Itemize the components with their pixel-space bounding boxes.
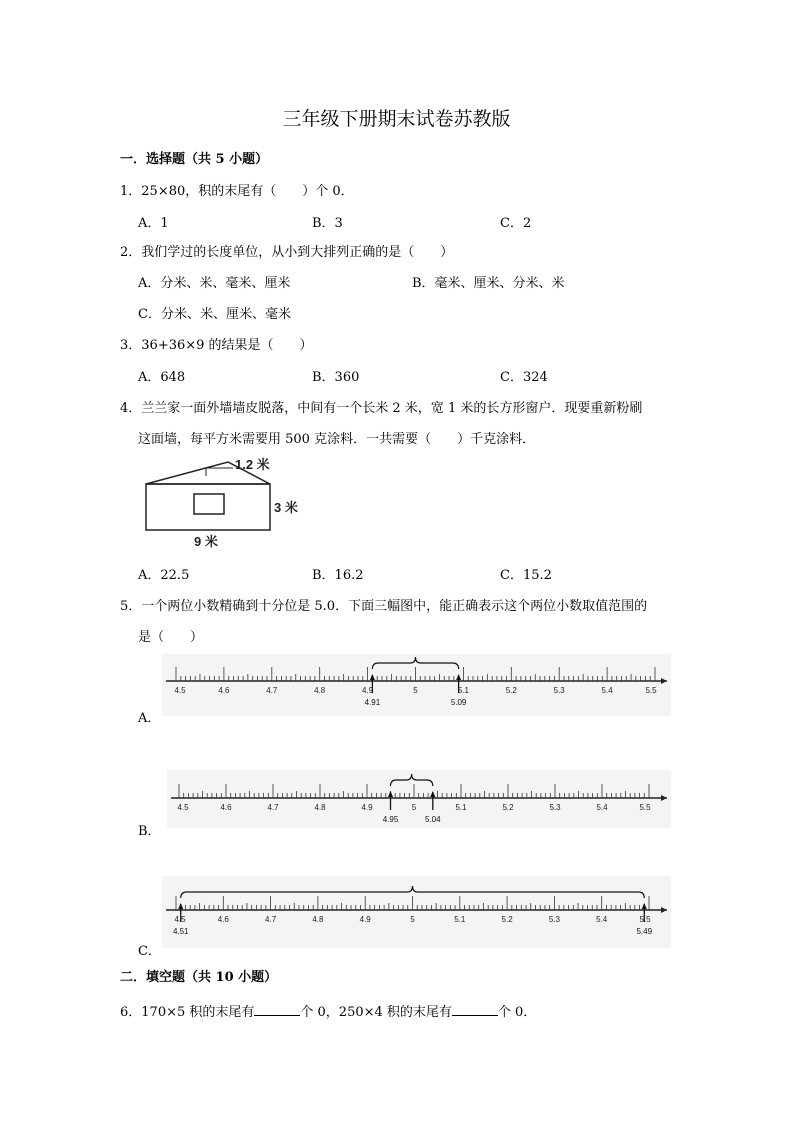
lower-bound-label: 4.51 (172, 927, 189, 936)
tick-label: 5.2 (501, 915, 513, 924)
q6-blank-1[interactable] (254, 1003, 300, 1016)
q2-option-b[interactable]: B．毫米、厘米、分米、米 (412, 276, 565, 291)
question-2: 2．我们学过的长度单位，从小到大排列正确的是（ ） (120, 245, 454, 260)
tick-label: 5.3 (549, 803, 561, 812)
lower-arrowhead (388, 791, 393, 797)
q5-option-c[interactable]: C． (138, 944, 161, 959)
tick-label: 5.1 (454, 915, 466, 924)
question-5-line2: 是（ ） (138, 630, 204, 645)
tick-label: 4.5 (174, 915, 186, 924)
page-title: 三年级下册期末试卷苏教版 (282, 108, 511, 130)
q3-option-a[interactable]: A．648 (138, 370, 186, 385)
tick-label: 5 (410, 915, 415, 924)
tick-label: 4.9 (361, 803, 373, 812)
range-brace (391, 774, 433, 786)
tick-label: 4.6 (217, 915, 229, 924)
q1-option-b[interactable]: B．3 (312, 216, 343, 231)
tick-label: 4.9 (362, 686, 374, 695)
upper-bound-label: 5.49 (636, 927, 653, 936)
axis-arrow (661, 795, 667, 801)
tick-label: 4.8 (314, 803, 326, 812)
tick-label: 5.1 (457, 686, 469, 695)
axis-arrow (661, 678, 667, 684)
tick-label: 5 (413, 686, 418, 695)
axis-arrow (661, 907, 667, 913)
lower-bound-label: 4.95 (382, 815, 399, 824)
upper-bound-label: 5.09 (450, 698, 467, 707)
question-4-line2: 这面墙，每平方米需要用 500 克涂料．一共需要（ ）千克涂料． (138, 432, 536, 447)
q1-option-a[interactable]: A．1 (138, 216, 169, 231)
question-1: 1．25×80，积的末尾有（ ）个 0． (120, 184, 354, 199)
tick-label: 5.5 (639, 915, 651, 924)
upper-arrowhead (456, 674, 461, 680)
q3-option-b[interactable]: B．360 (312, 370, 360, 385)
tick-label: 4.5 (174, 686, 186, 695)
number-line-b (167, 770, 671, 828)
q4-option-b[interactable]: B．16.2 (312, 568, 364, 583)
tick-label: 4.7 (267, 803, 279, 812)
tick-label: 5.3 (548, 915, 560, 924)
tick-label: 5.4 (596, 915, 608, 924)
upper-arrowhead (430, 791, 435, 797)
upper-arrowhead (642, 903, 647, 909)
number-line-a (162, 654, 671, 716)
tick-label: 4.8 (314, 686, 326, 695)
q6-blank-2[interactable] (452, 1003, 498, 1016)
tick-label: 5.3 (553, 686, 565, 695)
number-line-c (162, 876, 671, 948)
tick-label: 4.7 (266, 686, 278, 695)
q4-option-c[interactable]: C．15.2 (500, 568, 552, 583)
tick-label: 4.6 (220, 803, 232, 812)
tick-label: 5.4 (601, 686, 613, 695)
section2-heading: 二．填空题（共 10 小题） (120, 970, 278, 985)
question-6 (120, 1001, 536, 1020)
q5-option-b[interactable]: B． (138, 824, 161, 839)
q6-text-1: 6．170×5 积的末尾有 (120, 1005, 255, 1020)
q1-option-c[interactable]: C．2 (500, 216, 532, 231)
tick-label: 5.4 (596, 803, 608, 812)
lower-arrowhead (370, 674, 375, 680)
q2-option-a[interactable]: A．分米、米、毫米、厘米 (138, 276, 291, 291)
q2-option-c[interactable]: C．分米、米、厘米、毫米 (138, 307, 291, 322)
wall-width-label: 9 米 (194, 534, 218, 549)
q6-text-2: 个 0，250×4 积的末尾有 (300, 1005, 452, 1020)
upper-bound-label: 5.04 (425, 815, 441, 824)
roof-height-label: 1.2 米 (235, 457, 270, 472)
wall-figure (138, 452, 318, 552)
lower-arrowhead (178, 903, 183, 909)
tick-label: 5 (411, 803, 417, 812)
question-4-line1: 4．兰兰家一面外墙墙皮脱落，中间有一个长米 2 米，宽 1 米的长方形窗户．现要重新粉刷 (120, 401, 643, 416)
question-3: 3．36+36×9 的结果是（ ） (120, 338, 313, 353)
q5-option-a[interactable]: A． (138, 711, 161, 726)
tick-label: 4.7 (265, 915, 277, 924)
section1-heading: 一．选择题（共 5 小题） (120, 152, 269, 167)
tick-label: 5.2 (505, 686, 517, 695)
q3-option-c[interactable]: C．324 (500, 370, 548, 385)
q4-option-a[interactable]: A．22.5 (138, 568, 190, 583)
wall-rect (146, 484, 270, 530)
question-5-line1: 5．一个两位小数精确到十分位是 5.0．下面三幅图中，能正确表示这个两位小数取值范围的 (120, 599, 648, 614)
wall-height-label: 3 米 (274, 500, 298, 515)
tick-label: 4.9 (359, 915, 371, 924)
tick-label: 5.1 (455, 803, 467, 812)
tick-label: 5.5 (639, 803, 651, 812)
tick-label: 4.5 (177, 803, 189, 812)
lower-bound-label: 4.91 (364, 698, 381, 707)
tick-label: 5.2 (502, 803, 514, 812)
tick-label: 4.8 (312, 915, 324, 924)
window-rect (194, 494, 224, 514)
tick-label: 4.6 (218, 686, 230, 695)
q6-text-3: 个 0． (497, 1005, 537, 1020)
tick-label: 5.5 (645, 686, 657, 695)
